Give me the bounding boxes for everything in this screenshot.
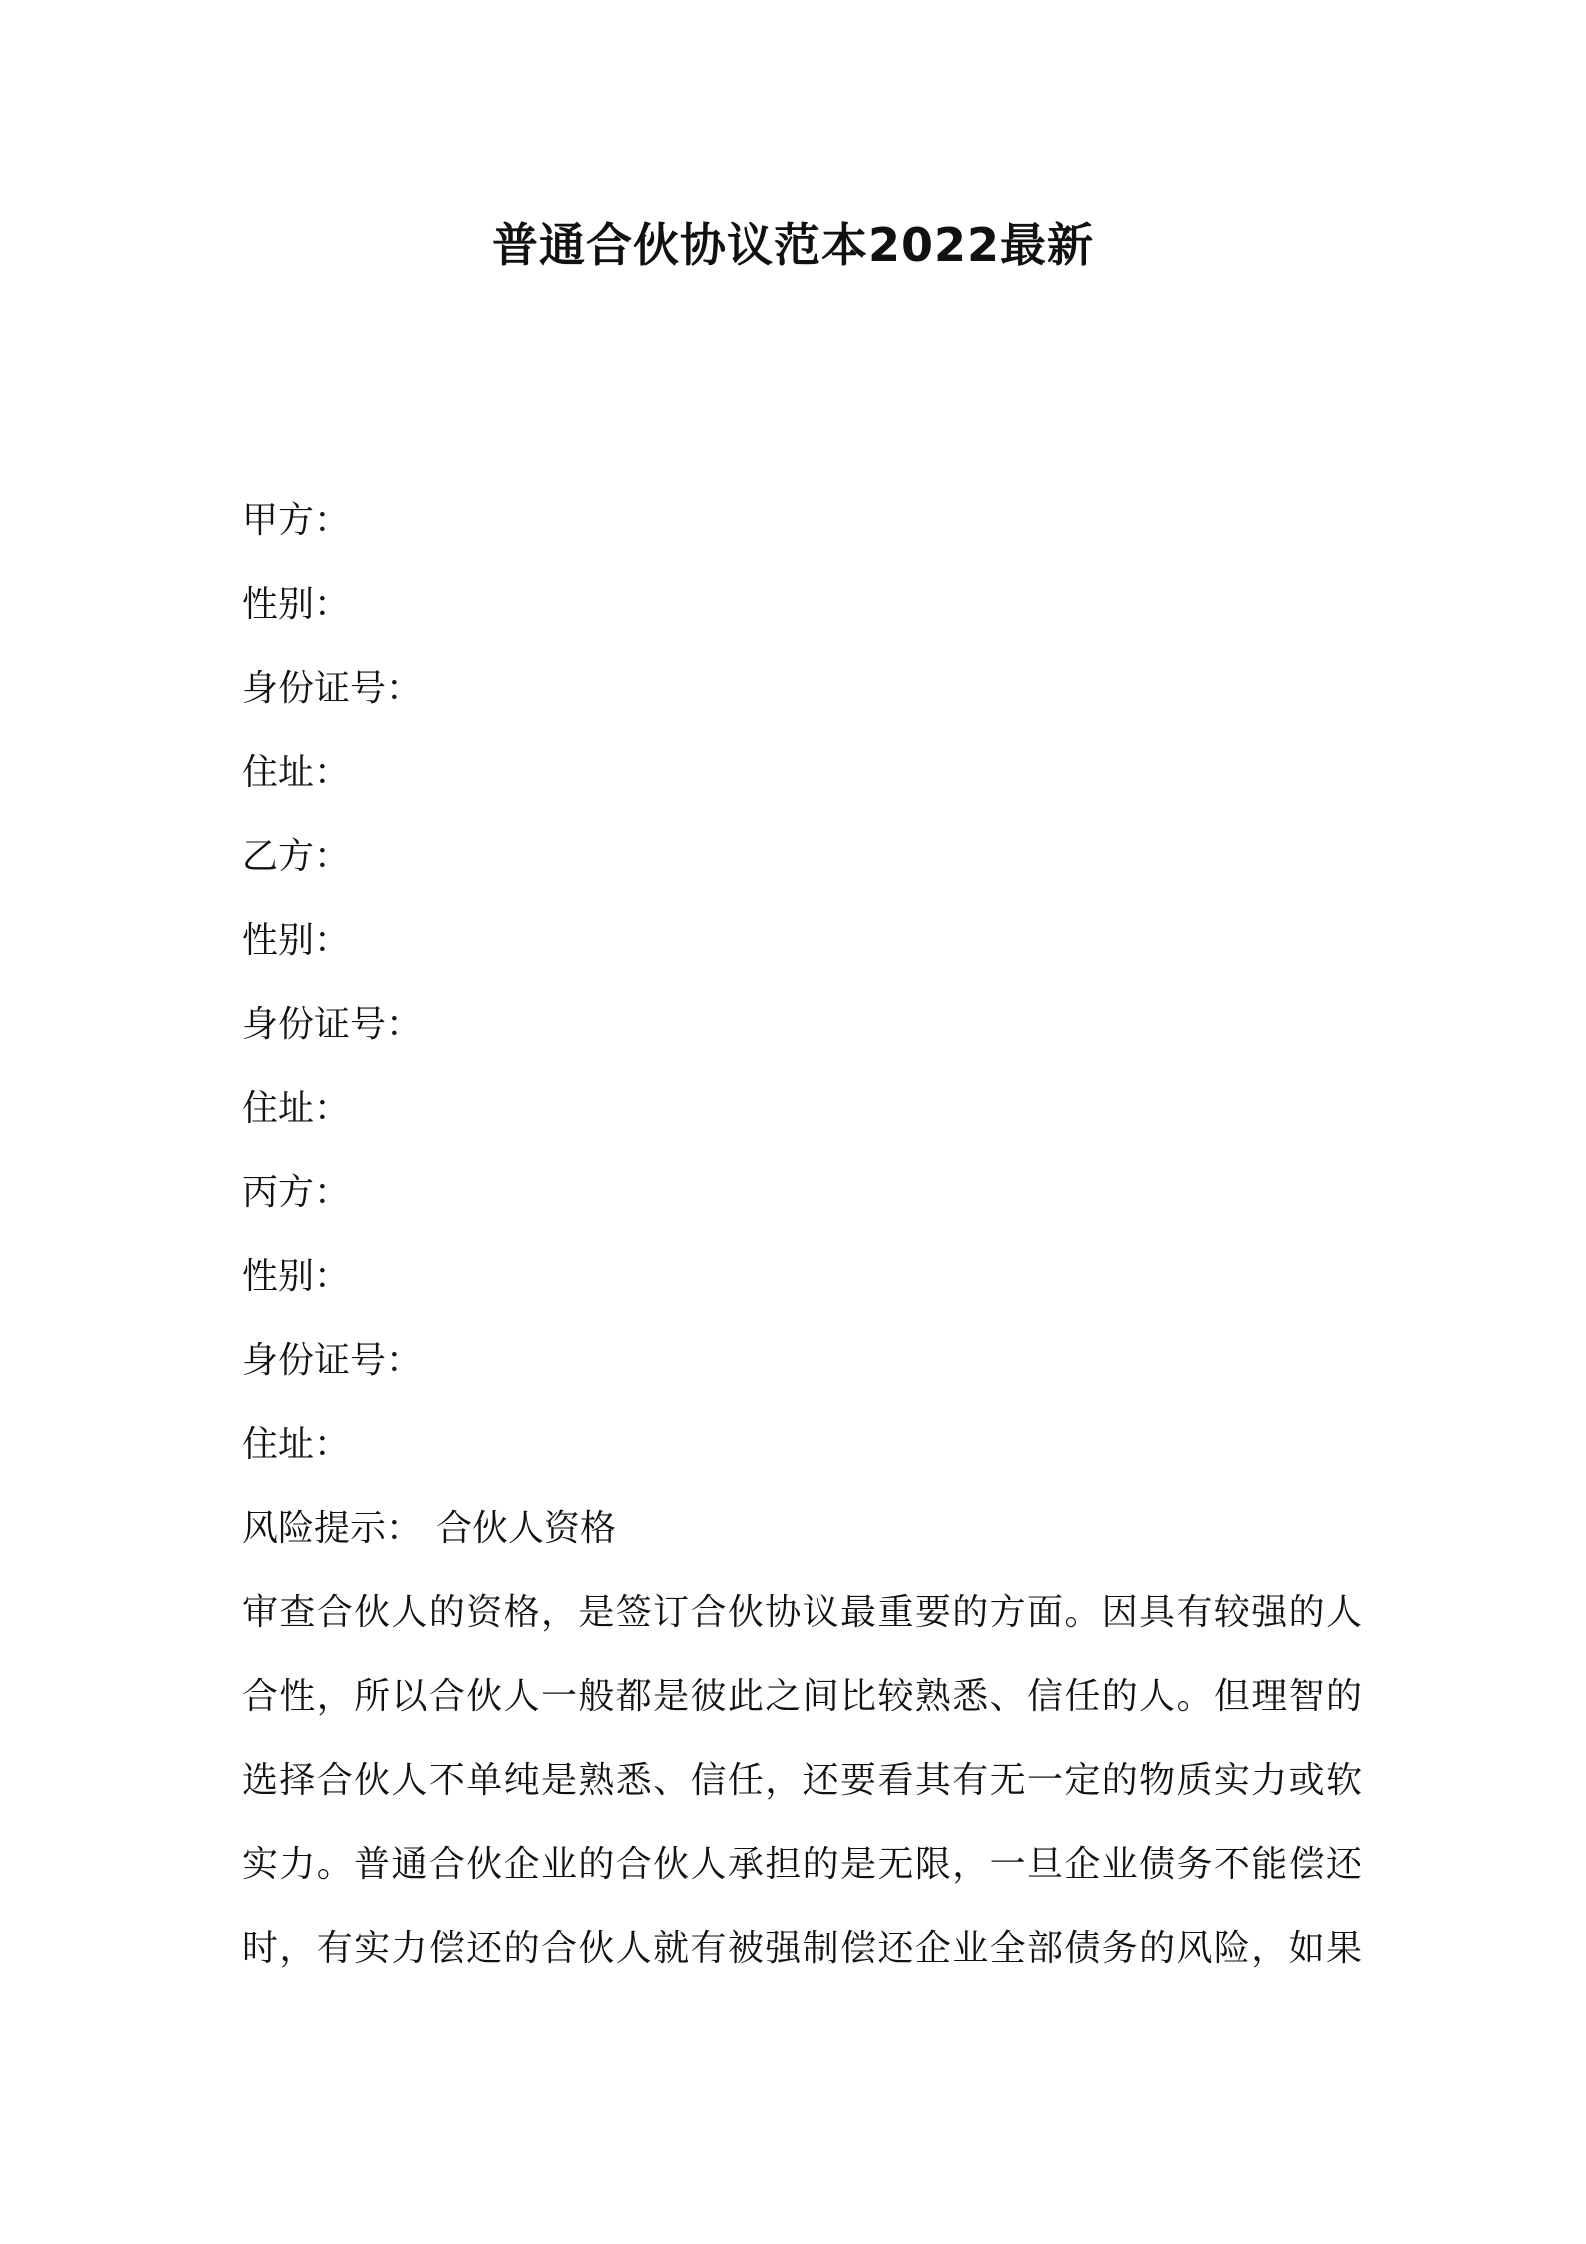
body-line: 选择合伙人不单纯是熟悉、信任，还要看其有无一定的物质实力或软 xyxy=(242,1760,1362,1801)
body-line: 审查合伙人的资格，是签订合伙协议最重要的方面。因具有较强的人 xyxy=(242,1592,1362,1633)
party-b-label: 乙方： xyxy=(242,836,351,877)
party-fields-list xyxy=(242,494,1362,1502)
risk-notice xyxy=(242,1502,616,1556)
party-c-label: 丙方： xyxy=(242,1172,351,1213)
risk-notice-topic: 合伙人资格 xyxy=(436,1508,617,1549)
risk-notice-label: 风险提示： xyxy=(242,1508,423,1549)
body-line: 实力。普通合伙企业的合伙人承担的是无限，一旦企业债务不能偿还 xyxy=(242,1844,1362,1885)
party-b-id-number-label: 身份证号： xyxy=(242,1004,423,1045)
party-c-gender-label: 性别： xyxy=(242,1256,351,1297)
party-a-id-number-label: 身份证号： xyxy=(242,668,423,709)
body-paragraph xyxy=(242,1586,1362,2006)
party-a-address-label: 住址： xyxy=(242,752,351,793)
party-c-address-label: 住址： xyxy=(242,1424,351,1465)
body-line: 合性，所以合伙人一般都是彼此之间比较熟悉、信任的人。但理智的 xyxy=(242,1676,1362,1717)
party-c-id-number-label: 身份证号： xyxy=(242,1340,423,1381)
party-b-address-label: 住址： xyxy=(242,1088,351,1129)
body-line: 时，有实力偿还的合伙人就有被强制偿还企业全部债务的风险，如果 xyxy=(242,1928,1362,1969)
document-title: 普通合伙协议范本2022最新 xyxy=(491,218,1095,272)
party-a-gender-label: 性别： xyxy=(242,584,351,625)
party-a-label: 甲方： xyxy=(242,500,351,541)
party-b-gender-label: 性别： xyxy=(242,920,351,961)
